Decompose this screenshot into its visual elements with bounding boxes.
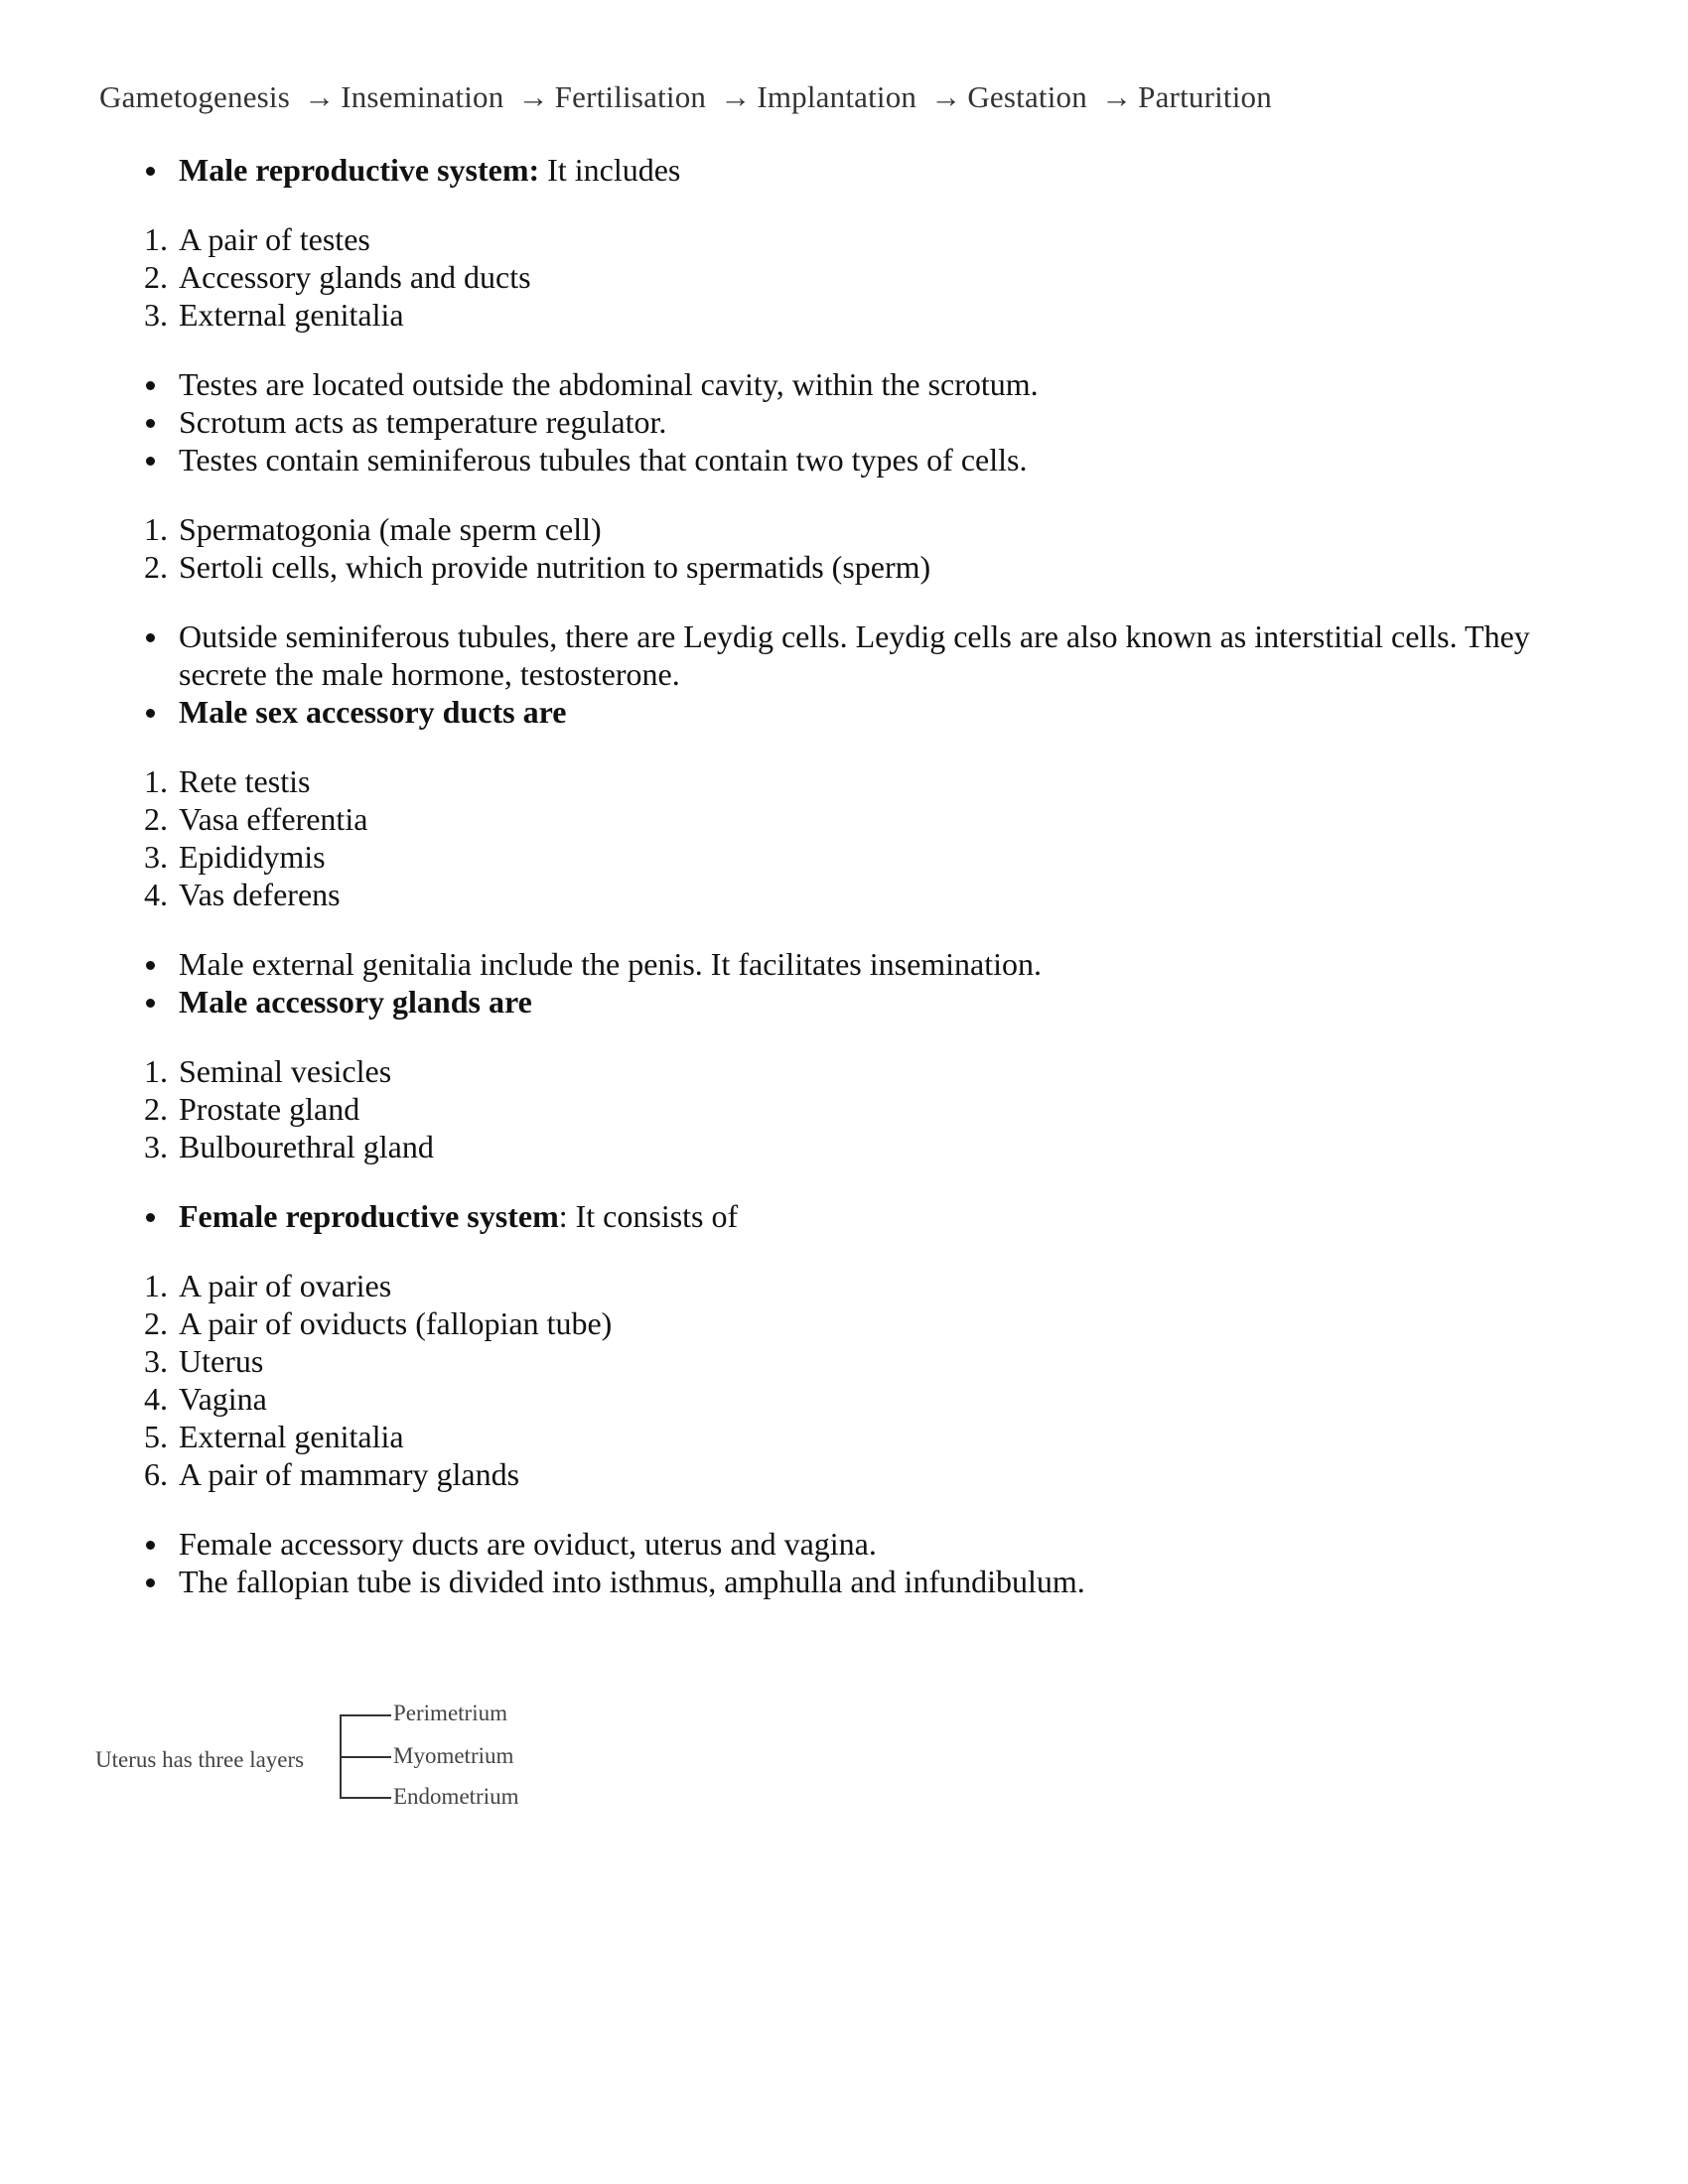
list-item-text: Seminal vesicles xyxy=(179,1053,392,1089)
heading-text: : It consists of xyxy=(558,1198,739,1234)
list-item-text: A pair of mammary glands xyxy=(179,1456,520,1492)
list-item: 1. A pair of testes xyxy=(144,221,370,257)
list-item: 3. Bulbourethral gland xyxy=(144,1129,434,1164)
list-item: 3. Epididymis xyxy=(144,839,326,875)
uterus-layer: Endometrium xyxy=(393,1784,519,1809)
arrow-icon: → xyxy=(930,79,962,114)
ducts-heading: Male sex accessory ducts are xyxy=(179,694,567,730)
list-item xyxy=(0,983,1688,1021)
list-item-text: Spermatogonia (male sperm cell) xyxy=(179,511,602,547)
notes-content xyxy=(0,151,1688,1632)
flow-step: Gestation xyxy=(967,79,1087,114)
cell-types-list xyxy=(0,510,1688,586)
list-item-text: Accessory glands and ducts xyxy=(179,259,531,295)
flow-step: Implantation xyxy=(757,79,917,114)
list-item-text: A pair of oviducts (fallopian tube) xyxy=(179,1305,613,1341)
female-parts-list xyxy=(0,1267,1688,1493)
reproduction-flow xyxy=(99,79,1272,115)
list-item: Testes are located outside the abdominal cavity, within the scrotum. xyxy=(0,365,1688,403)
uterus-layer: Myometrium xyxy=(393,1743,514,1768)
list-item: 1. Seminal vesicles xyxy=(144,1053,392,1089)
bracket-branch xyxy=(340,1756,391,1758)
list-item: Outside seminiferous tubules, there are Leydig cells. Leydig cells are also known as interstitial cells. They secrete the male hormone, testosterone. xyxy=(0,617,1688,693)
list-item: 2. Accessory glands and ducts xyxy=(144,259,531,295)
list-item: The fallopian tube is divided into isthmus, amphulla and infundibulum. xyxy=(0,1563,1688,1600)
uterus-diagram-label: Uterus has three layers xyxy=(95,1747,305,1772)
list-item: Male external genitalia include the penis. It facilitates insemination. xyxy=(0,945,1688,983)
list-item-text: Vas deferens xyxy=(179,877,341,912)
list-item-text: Sertoli cells, which provide nutrition to spermatids (sperm) xyxy=(179,549,931,585)
heading-text: It includes xyxy=(539,152,681,188)
list-item: Testes contain seminiferous tubules that contain two types of cells. xyxy=(0,441,1688,478)
bracket-branch xyxy=(340,1797,391,1799)
arrow-icon: → xyxy=(1100,79,1133,114)
male-parts-list xyxy=(0,220,1688,334)
list-item-text: Rete testis xyxy=(179,763,311,799)
list-item: 6. A pair of mammary glands xyxy=(144,1456,520,1492)
glands-heading: Male accessory glands are xyxy=(179,984,532,1020)
flow-step: Parturition xyxy=(1138,79,1272,114)
list-item: 4. Vagina xyxy=(144,1381,267,1417)
list-item: 4. Vas deferens xyxy=(144,877,341,912)
list-item-text: Prostate gland xyxy=(179,1091,360,1127)
male-glands-list xyxy=(0,1052,1688,1165)
list-item-text: A pair of ovaries xyxy=(179,1268,392,1303)
list-item: 2. Prostate gland xyxy=(144,1091,360,1127)
list-item-text: Vasa efferentia xyxy=(179,801,368,837)
list-item: 5. External genitalia xyxy=(144,1419,404,1454)
list-item-text: Vagina xyxy=(179,1381,267,1417)
list-item: 1. Rete testis xyxy=(144,763,311,799)
list-item-text: External genitalia xyxy=(179,297,404,333)
list-item: 1. Spermatogonia (male sperm cell) xyxy=(144,511,602,547)
list-item-text: Epididymis xyxy=(179,839,326,875)
female-system-heading-list xyxy=(0,1197,1688,1235)
male-system-heading-list xyxy=(0,151,1688,189)
flow-step: Gametogenesis xyxy=(99,79,290,114)
arrow-icon: → xyxy=(720,79,752,114)
flow-step: Insemination xyxy=(341,79,504,114)
testes-points-list xyxy=(0,365,1688,478)
arrow-icon: → xyxy=(517,79,549,114)
uterus-layer: Perimetrium xyxy=(393,1701,507,1725)
external-and-glands-list xyxy=(0,945,1688,1021)
female-points-list xyxy=(0,1525,1688,1600)
flow-step: Fertilisation xyxy=(554,79,707,114)
list-item: 3. Uterus xyxy=(144,1343,264,1379)
list-item: 1. A pair of ovaries xyxy=(144,1268,392,1303)
list-item: 2. Vasa efferentia xyxy=(144,801,368,837)
list-item: 2. Sertoli cells, which provide nutrition to spermatids (sperm) xyxy=(144,549,931,585)
list-item-text: Bulbourethral gland xyxy=(179,1129,434,1164)
list-item xyxy=(0,1197,1688,1235)
uterus-layers-diagram xyxy=(95,1700,592,1819)
list-item: Female accessory ducts are oviduct, uterus and vagina. xyxy=(0,1525,1688,1563)
list-item-text: Uterus xyxy=(179,1343,264,1379)
arrow-icon: → xyxy=(304,79,336,114)
leydig-and-ducts-list xyxy=(0,617,1688,731)
list-item-text: A pair of testes xyxy=(179,221,370,257)
male-ducts-list xyxy=(0,762,1688,913)
list-item: Scrotum acts as temperature regulator. xyxy=(0,403,1688,441)
male-system-heading: Male reproductive system: xyxy=(179,152,540,188)
list-item: 3. External genitalia xyxy=(144,297,404,333)
list-item xyxy=(0,151,1688,189)
list-item-text: External genitalia xyxy=(179,1419,404,1454)
bracket-branch xyxy=(340,1714,391,1716)
list-item: 2. A pair of oviducts (fallopian tube) xyxy=(144,1305,613,1341)
female-system-heading: Female reproductive system xyxy=(179,1198,559,1234)
list-item xyxy=(0,693,1688,731)
